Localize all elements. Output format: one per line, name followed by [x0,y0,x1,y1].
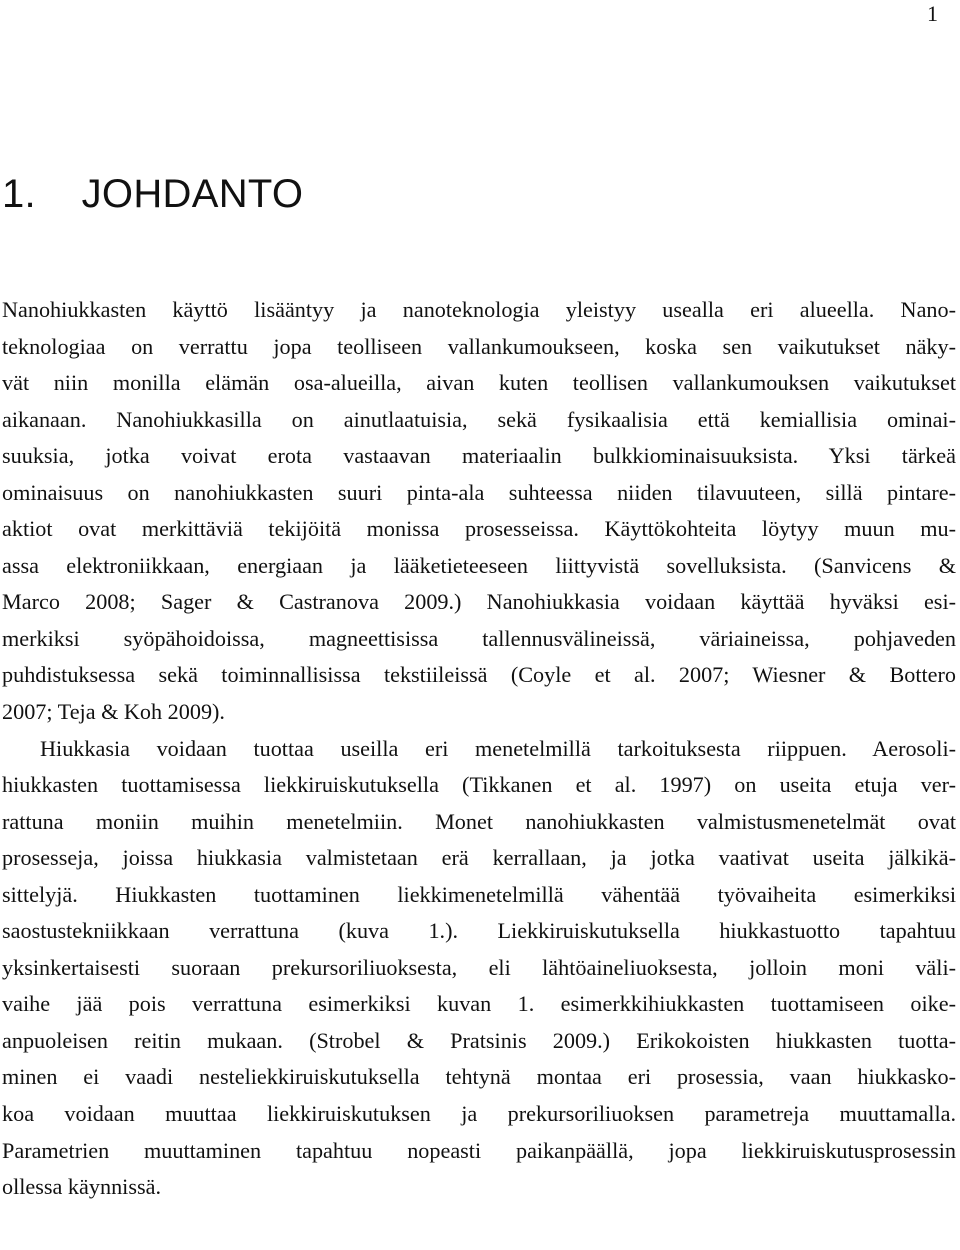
text-line: suuksia, jotka voivat erota vastaavan materiaalin bulkkiominaisuuksista. Yksi tärkeä [2,443,956,469]
chapter-number: 1. [2,172,36,216]
text-line: Hiukkasia voidaan tuottaa useilla eri menetelmillä tarkoituksesta riippuen. Aerosoli- [40,735,956,761]
text-line: sittelyjä. Hiukkasten tuottaminen liekkimenetelmillä vähentää työvaiheita esimerkiksi [2,881,956,907]
text-line: ominaisuus on nanohiukkasten suuri pinta-ala suhteessa niiden tilavuuteen, sillä pintare- [2,479,956,505]
text-line: prosesseja, joissa hiukkasia valmistetaan erä kerrallaan, ja jotka vaativat useita jälkikä- [2,845,956,871]
text-line: koa voidaan muuttaa liekkiruiskutuksen ja prekursoriliuoksen parametreja muuttamalla. [2,1101,956,1127]
text-line: minen ei vaadi nesteliekkiruiskutuksella tehtynä montaa eri prosessia, vaan hiukkasko- [2,1064,956,1090]
text-line: 2007; Teja & Koh 2009). [2,699,225,725]
text-line: puhdistuksessa sekä toiminnallisissa tekstiileissä (Coyle et al. 2007; Wiesner & Bottero [2,662,956,688]
text-line: vaihe jää pois verrattuna esimerkiksi kuvan 1. esimerkkihiukkasten tuottamiseen oike- [2,991,956,1017]
text-line: rattuna moniin muihin menetelmiin. Monet nanohiukkasten valmistusmenetelmät ovat [2,808,956,834]
paragraph-1 [2,292,956,731]
text-line: merkiksi syöpähoidoissa, magneettisissa tallennusvälineissä, väriaineissa, pohjaveden [2,625,956,651]
text-line: yksinkertaisesti suoraan prekursoriliuoksesta, eli lähtöaineliuoksesta, jolloin moni väli- [2,954,956,980]
text-line: vät niin monilla elämän osa-alueilla, aivan kuten teollisen vallankumouksen vaikutukset [2,370,956,396]
text-line: aktiot ovat merkittäviä tekijöitä monissa prosesseissa. Käyttökohteita löytyy muun mu- [2,516,956,542]
text-line: Marco 2008; Sager & Castranova 2009.) Nanohiukkasia voidaan käyttää hyväksi esi- [2,589,956,615]
text-line: saostustekniikkaan verrattuna (kuva 1.). Liekkiruiskutuksella hiukkastuotto tapahtuu [2,918,956,944]
paragraph-2 [2,731,956,1206]
text-line: teknologiaa on verrattu jopa teolliseen vallankumoukseen, koska sen vaikutukset näky- [2,333,956,359]
text-line: Nanohiukkasten käyttö lisääntyy ja nanoteknologia yleistyy usealla eri alueella. Nano- [2,297,956,322]
text-line: anpuoleisen reitin mukaan. (Strobel & Pratsinis 2009.) Erikokoisten hiukkasten tuotta- [2,1027,956,1053]
text-line: ollessa käynnissä. [2,1174,161,1200]
text-line: Parametrien muuttaminen tapahtuu nopeasti paikanpäällä, jopa liekkiruiskutusprosessin [2,1137,956,1163]
body-text [2,292,956,1206]
text-line: aikanaan. Nanohiukkasilla on ainutlaatuisia, sekä fysikaalisia että kemiallisia ominai- [2,406,956,432]
chapter-heading [2,170,303,218]
chapter-title: JOHDANTO [81,172,304,216]
text-line: hiukkasten tuottamisessa liekkiruiskutuksella (Tikkanen et al. 1997) on useita etuja ver- [2,772,956,798]
text-line: assa elektroniikkaan, energiaan ja lääketieteeseen liittyvistä sovelluksista. (Sanvicens & [2,552,956,578]
page-number: 1 [927,1,938,26]
